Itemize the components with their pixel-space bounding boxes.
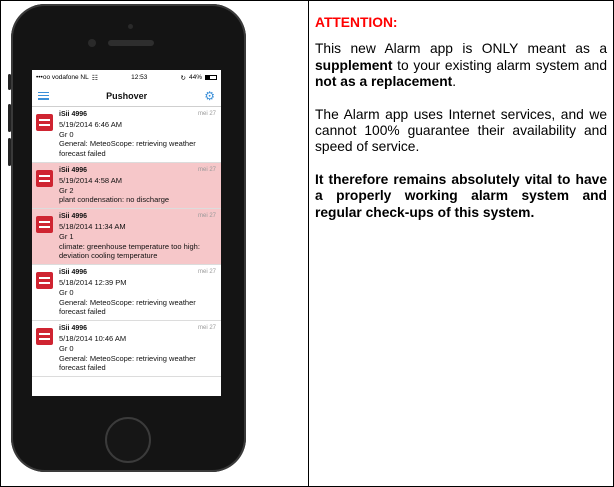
message-list-item[interactable] [32, 209, 221, 265]
message-datetime: 5/19/2014 4:58 AM [59, 175, 122, 185]
message-date: mei 27 [197, 325, 216, 332]
wifi-icon: ☷ [91, 74, 99, 82]
rotation-lock-icon: ↻ [180, 74, 186, 82]
message-sender: iSii 4996 [59, 166, 88, 174]
message-group: Gr 2 [59, 185, 74, 195]
battery-icon [205, 75, 217, 80]
alarm-app-icon [36, 328, 53, 345]
message-list-item[interactable] [32, 107, 221, 163]
settings-gear-icon[interactable]: ⚙ [204, 88, 215, 103]
message-group: Gr 0 [59, 287, 74, 297]
earpiece-speaker [108, 40, 154, 46]
iphone-image [11, 4, 246, 472]
home-button [105, 417, 151, 463]
message-group: Gr 1 [59, 231, 74, 241]
message-date: mei 27 [197, 111, 216, 117]
phone-screen [32, 70, 221, 396]
message-sender: iSii 4996 [59, 213, 88, 221]
message-date: mei 27 [197, 213, 216, 220]
message-text: General: MeteoScope: retrieving weather forecast failed [59, 139, 196, 159]
message-text: General: MeteoScope: retrieving weather forecast failed [59, 353, 196, 373]
alarm-app-icon [36, 216, 53, 233]
volume-down-button [8, 138, 11, 166]
message-sender: iSii 4996 [59, 111, 88, 118]
message-list [32, 107, 221, 377]
message-date: mei 27 [197, 166, 216, 173]
supplement-emphasis: supplement [315, 57, 393, 73]
notice-text [315, 15, 607, 221]
message-list-item[interactable] [32, 265, 221, 321]
app-header [32, 85, 221, 107]
front-camera [88, 39, 96, 47]
notice-paragraph-3: It therefore remains absolutely vital to have a properly working alarm system and regular check-ups of this system. [315, 171, 607, 220]
message-group: Gr 0 [59, 129, 74, 139]
message-list-item[interactable] [32, 321, 221, 377]
mute-switch [8, 74, 11, 90]
message-datetime: 5/19/2014 6:46 AM [59, 119, 122, 129]
notice-paragraph-1: This new Alarm app is ONLY meant as a supplement to your existing alarm system and not as a replacement. [315, 41, 607, 90]
message-text: climate: greenhouse temperature too high: deviation cooling temperature [59, 241, 200, 261]
message-datetime: 5/18/2014 12:39 PM [59, 277, 127, 287]
message-datetime: 5/18/2014 11:34 AM [59, 221, 126, 231]
carrier-label: •••oo vodafone NL [36, 74, 89, 81]
message-group: Gr 0 [59, 343, 74, 353]
message-date: mei 27 [197, 269, 216, 276]
alarm-app-icon [36, 272, 53, 289]
status-bar [32, 70, 221, 85]
menu-icon[interactable] [38, 92, 49, 100]
app-title: Pushover [106, 90, 148, 101]
volume-up-button [8, 104, 11, 132]
notice-heading: ATTENTION: [315, 15, 398, 30]
message-sender: iSii 4996 [59, 325, 88, 333]
alarm-app-icon [36, 114, 53, 131]
message-list-item[interactable] [32, 163, 221, 209]
status-time: 12:53 [131, 74, 148, 81]
table-divider [308, 1, 309, 486]
message-sender: iSii 4996 [59, 269, 88, 277]
alarm-app-icon [36, 170, 53, 187]
sensor [128, 24, 133, 29]
message-datetime: 5/18/2014 10:46 AM [59, 333, 127, 343]
message-text: plant condensation: no discharge [59, 195, 170, 205]
not-replacement-emphasis: not as a replacement [315, 74, 453, 90]
notice-paragraph-2: The Alarm app uses Internet services, and we cannot 100% guarantee their availability and speed of service. [315, 106, 607, 155]
message-text: General: MeteoScope: retrieving weather forecast failed [59, 297, 196, 317]
battery-percentage: 44% [188, 74, 202, 81]
